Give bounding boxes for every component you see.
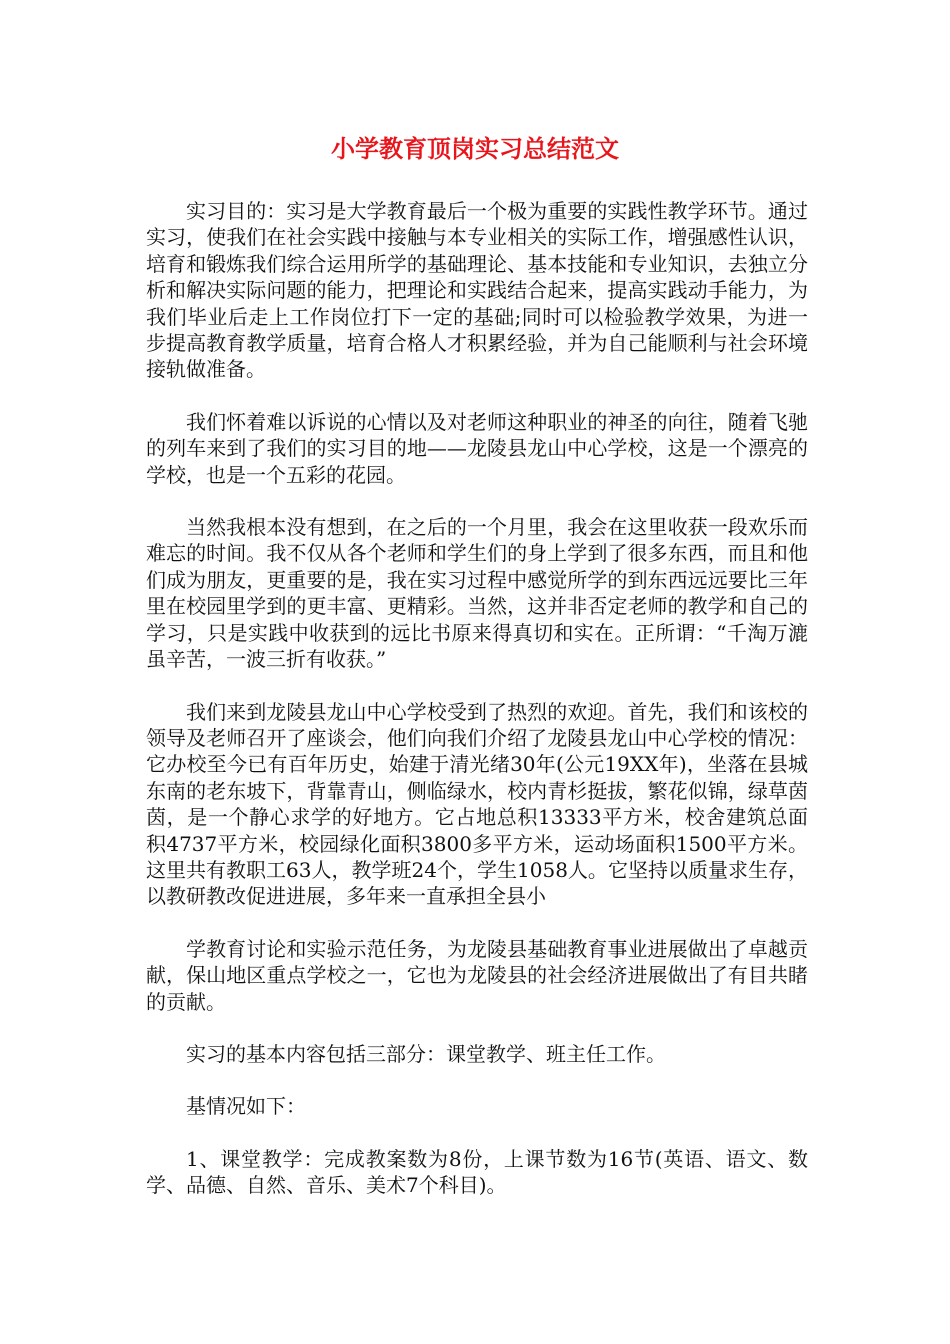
paragraph-situation-heading: 基情况如下： <box>186 1094 306 1119</box>
paragraph-classroom-teaching: 1、课堂教学：完成教案数为8份，上课节数为16节(英语、语文、数学、品德、自然、音乐、美术7个科目)。 <box>146 1146 808 1198</box>
paragraph-reflection: 当然我根本没有想到，在之后的一个月里，我会在这里收获一段欢乐而难忘的时间。我不仅从各个老师和学生们的身上学到了很多东西，而且和他们成为朋友，更重要的是，我在实习过程中感觉所学的到东西远远要比三年里在校园里学到的更丰富、更精彩。当然，这并非否定老师的教学和自己的学习，只是实践中收获到的远比书原来得真切和实在。正所谓：“千淘万漉虽辛苦，一波三折有收获。” <box>146 515 808 672</box>
document-title: 小学教育顶岗实习总结范文 <box>331 135 619 163</box>
document-body <box>146 198 808 1225</box>
paragraph-arrival: 我们怀着难以诉说的心情以及对老师这种职业的神圣的向往，随着飞驰的列车来到了我们的实习目的地——龙陵县龙山中心学校，这是一个漂亮的学校，也是一个五彩的花园。 <box>146 409 808 487</box>
paragraph-purpose: 实习目的：实习是大学教育最后一个极为重要的实践性教学环节。通过实习，使我们在社会实践中接触与本专业相关的实际工作，增强感性认识，培育和锻炼我们综合运用所学的基础理论、基本技能和专业知识，去独立分析和解决实际问题的能力，把理论和实践结合起来，提高实践动手能力，为我们毕业后走上工作岗位打下一定的基础;同时可以检验教学效果，为进一步提高教育教学质量，培育合格人才积累经验，并为自己能顺利与社会环境接轨做准备。 <box>146 199 808 382</box>
paragraph-content-overview: 实习的基本内容包括三部分：课堂教学、班主任工作。 <box>186 1041 666 1066</box>
paragraph-school-intro: 我们来到龙陵县龙山中心学校受到了热烈的欢迎。首先，我们和该校的领导及老师召开了座谈会，他们向我们介绍了龙陵县龙山中心学校的情况：它办校至今已有百年历史，始建于清光绪30年(公元19XX年)，坐落在县城东南的老东坡下，背靠青山，侧临绿水，校内青杉挺拔，繁花似锦，绿草茵茵，是一个静心求学的好地方。它占地总积13333平方米，校舍建筑总面积4737平方米，校园绿化面积3800多平方米，运动场面积1500平方米。这里共有教职工63人，教学班24个，学生1058人。它坚持以质量求生存，以教研教改促进进展，多年来一直承担全县小 <box>146 699 808 909</box>
paragraph-school-contribution: 学教育讨论和实验示范任务，为龙陵县基础教育事业进展做出了卓越贡献，保山地区重点学校之一，它也为龙陵县的社会经济进展做出了有目共睹的贡献。 <box>146 936 808 1014</box>
